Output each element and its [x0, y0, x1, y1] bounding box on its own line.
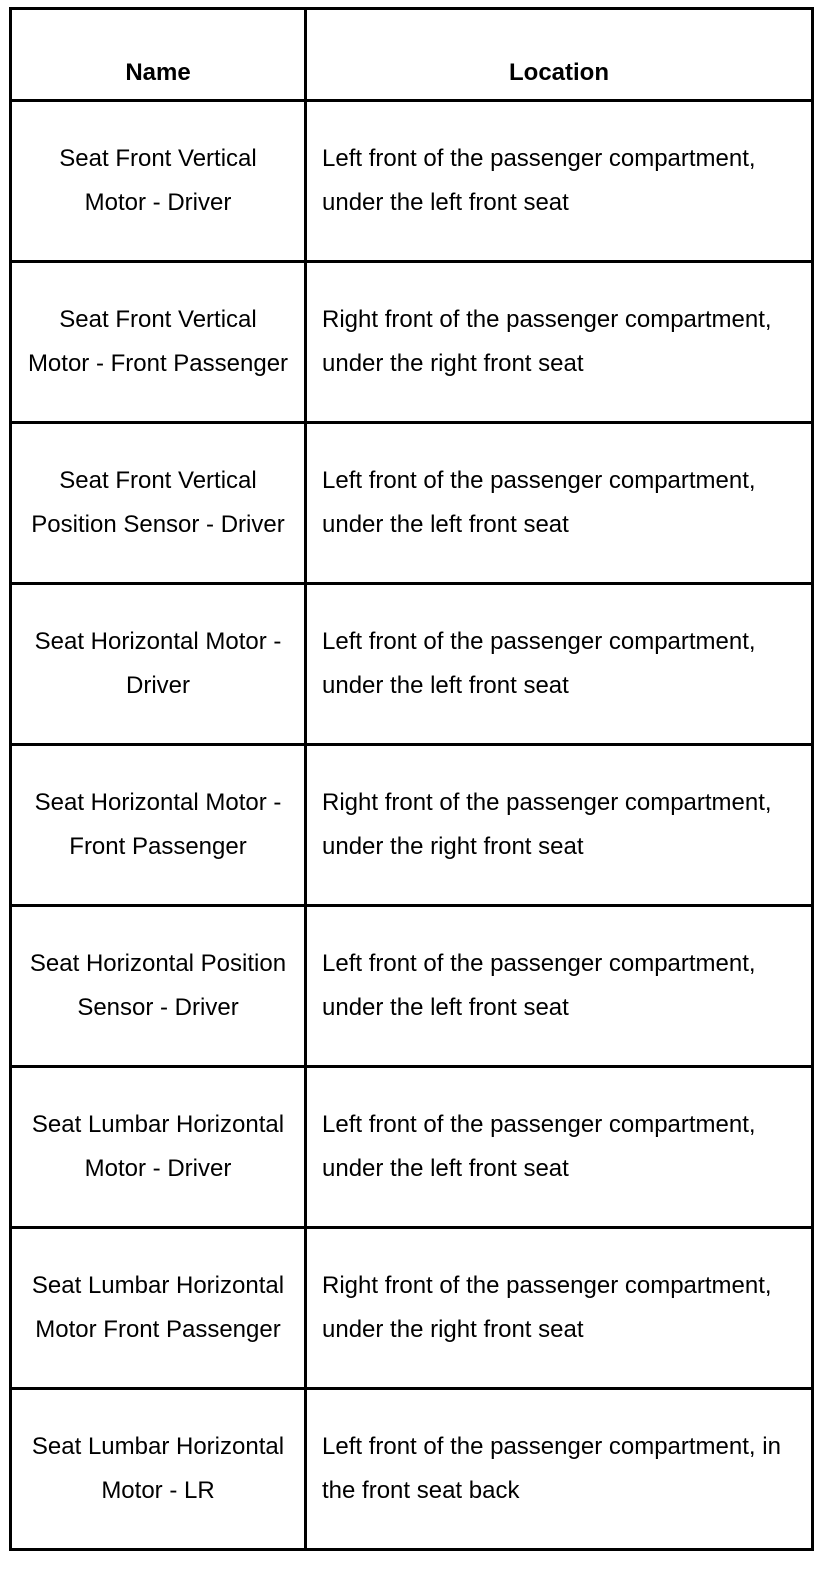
name-text: Seat Front Vertical Position Sensor - Driver [31, 467, 285, 538]
table-body [11, 101, 813, 1550]
location-cell [306, 1067, 813, 1228]
location-cell [306, 423, 813, 584]
location-cell [306, 906, 813, 1067]
name-cell [11, 1228, 306, 1389]
column-header-name: Name [11, 9, 306, 101]
table-row [11, 262, 813, 423]
name-cell [11, 1389, 306, 1550]
name-cell [11, 423, 306, 584]
name-text: Seat Horizontal Motor - Driver [34, 628, 282, 699]
location-text: Left front of the passenger compartment, under the left front seat [322, 145, 756, 216]
column-header-location: Location [306, 9, 813, 101]
name-text: Seat Horizontal Position Sensor - Driver [29, 950, 287, 1021]
location-text: Right front of the passenger compartment, under the right front seat [322, 1272, 772, 1343]
name-cell [11, 584, 306, 745]
table-header [11, 9, 813, 101]
name-text: Seat Lumbar Horizontal Motor - LR [31, 1433, 285, 1504]
name-cell [11, 1067, 306, 1228]
location-cell [306, 584, 813, 745]
name-cell [11, 745, 306, 906]
location-text: Right front of the passenger compartment, under the right front seat [322, 789, 772, 860]
table-row [11, 584, 813, 745]
name-cell [11, 262, 306, 423]
location-cell [306, 262, 813, 423]
table-row [11, 423, 813, 584]
table-row [11, 101, 813, 262]
name-text: Seat Lumbar Horizontal Motor Front Passenger [31, 1272, 285, 1343]
location-text: Right front of the passenger compartment, under the right front seat [322, 306, 772, 377]
location-text: Left front of the passenger compartment, in the front seat back [322, 1433, 781, 1504]
location-text: Left front of the passenger compartment, under the left front seat [322, 467, 756, 538]
table-row [11, 745, 813, 906]
location-text: Left front of the passenger compartment, under the left front seat [322, 1111, 756, 1182]
component-location-table [9, 7, 814, 1551]
table-row [11, 1067, 813, 1228]
name-text: Seat Horizontal Motor - Front Passenger [34, 789, 282, 860]
name-text: Seat Front Vertical Motor - Front Passenger [27, 306, 289, 377]
name-cell [11, 101, 306, 262]
name-text: Seat Lumbar Horizontal Motor - Driver [31, 1111, 285, 1182]
name-text: Seat Front Vertical Motor - Driver [59, 145, 257, 216]
location-cell [306, 1389, 813, 1550]
location-cell [306, 1228, 813, 1389]
table-row [11, 906, 813, 1067]
table-row [11, 1389, 813, 1550]
location-text: Left front of the passenger compartment, under the left front seat [322, 628, 756, 699]
location-text: Left front of the passenger compartment, under the left front seat [322, 950, 756, 1021]
location-cell [306, 745, 813, 906]
table-row [11, 1228, 813, 1389]
location-cell [306, 101, 813, 262]
header-row [11, 9, 813, 101]
name-cell [11, 906, 306, 1067]
